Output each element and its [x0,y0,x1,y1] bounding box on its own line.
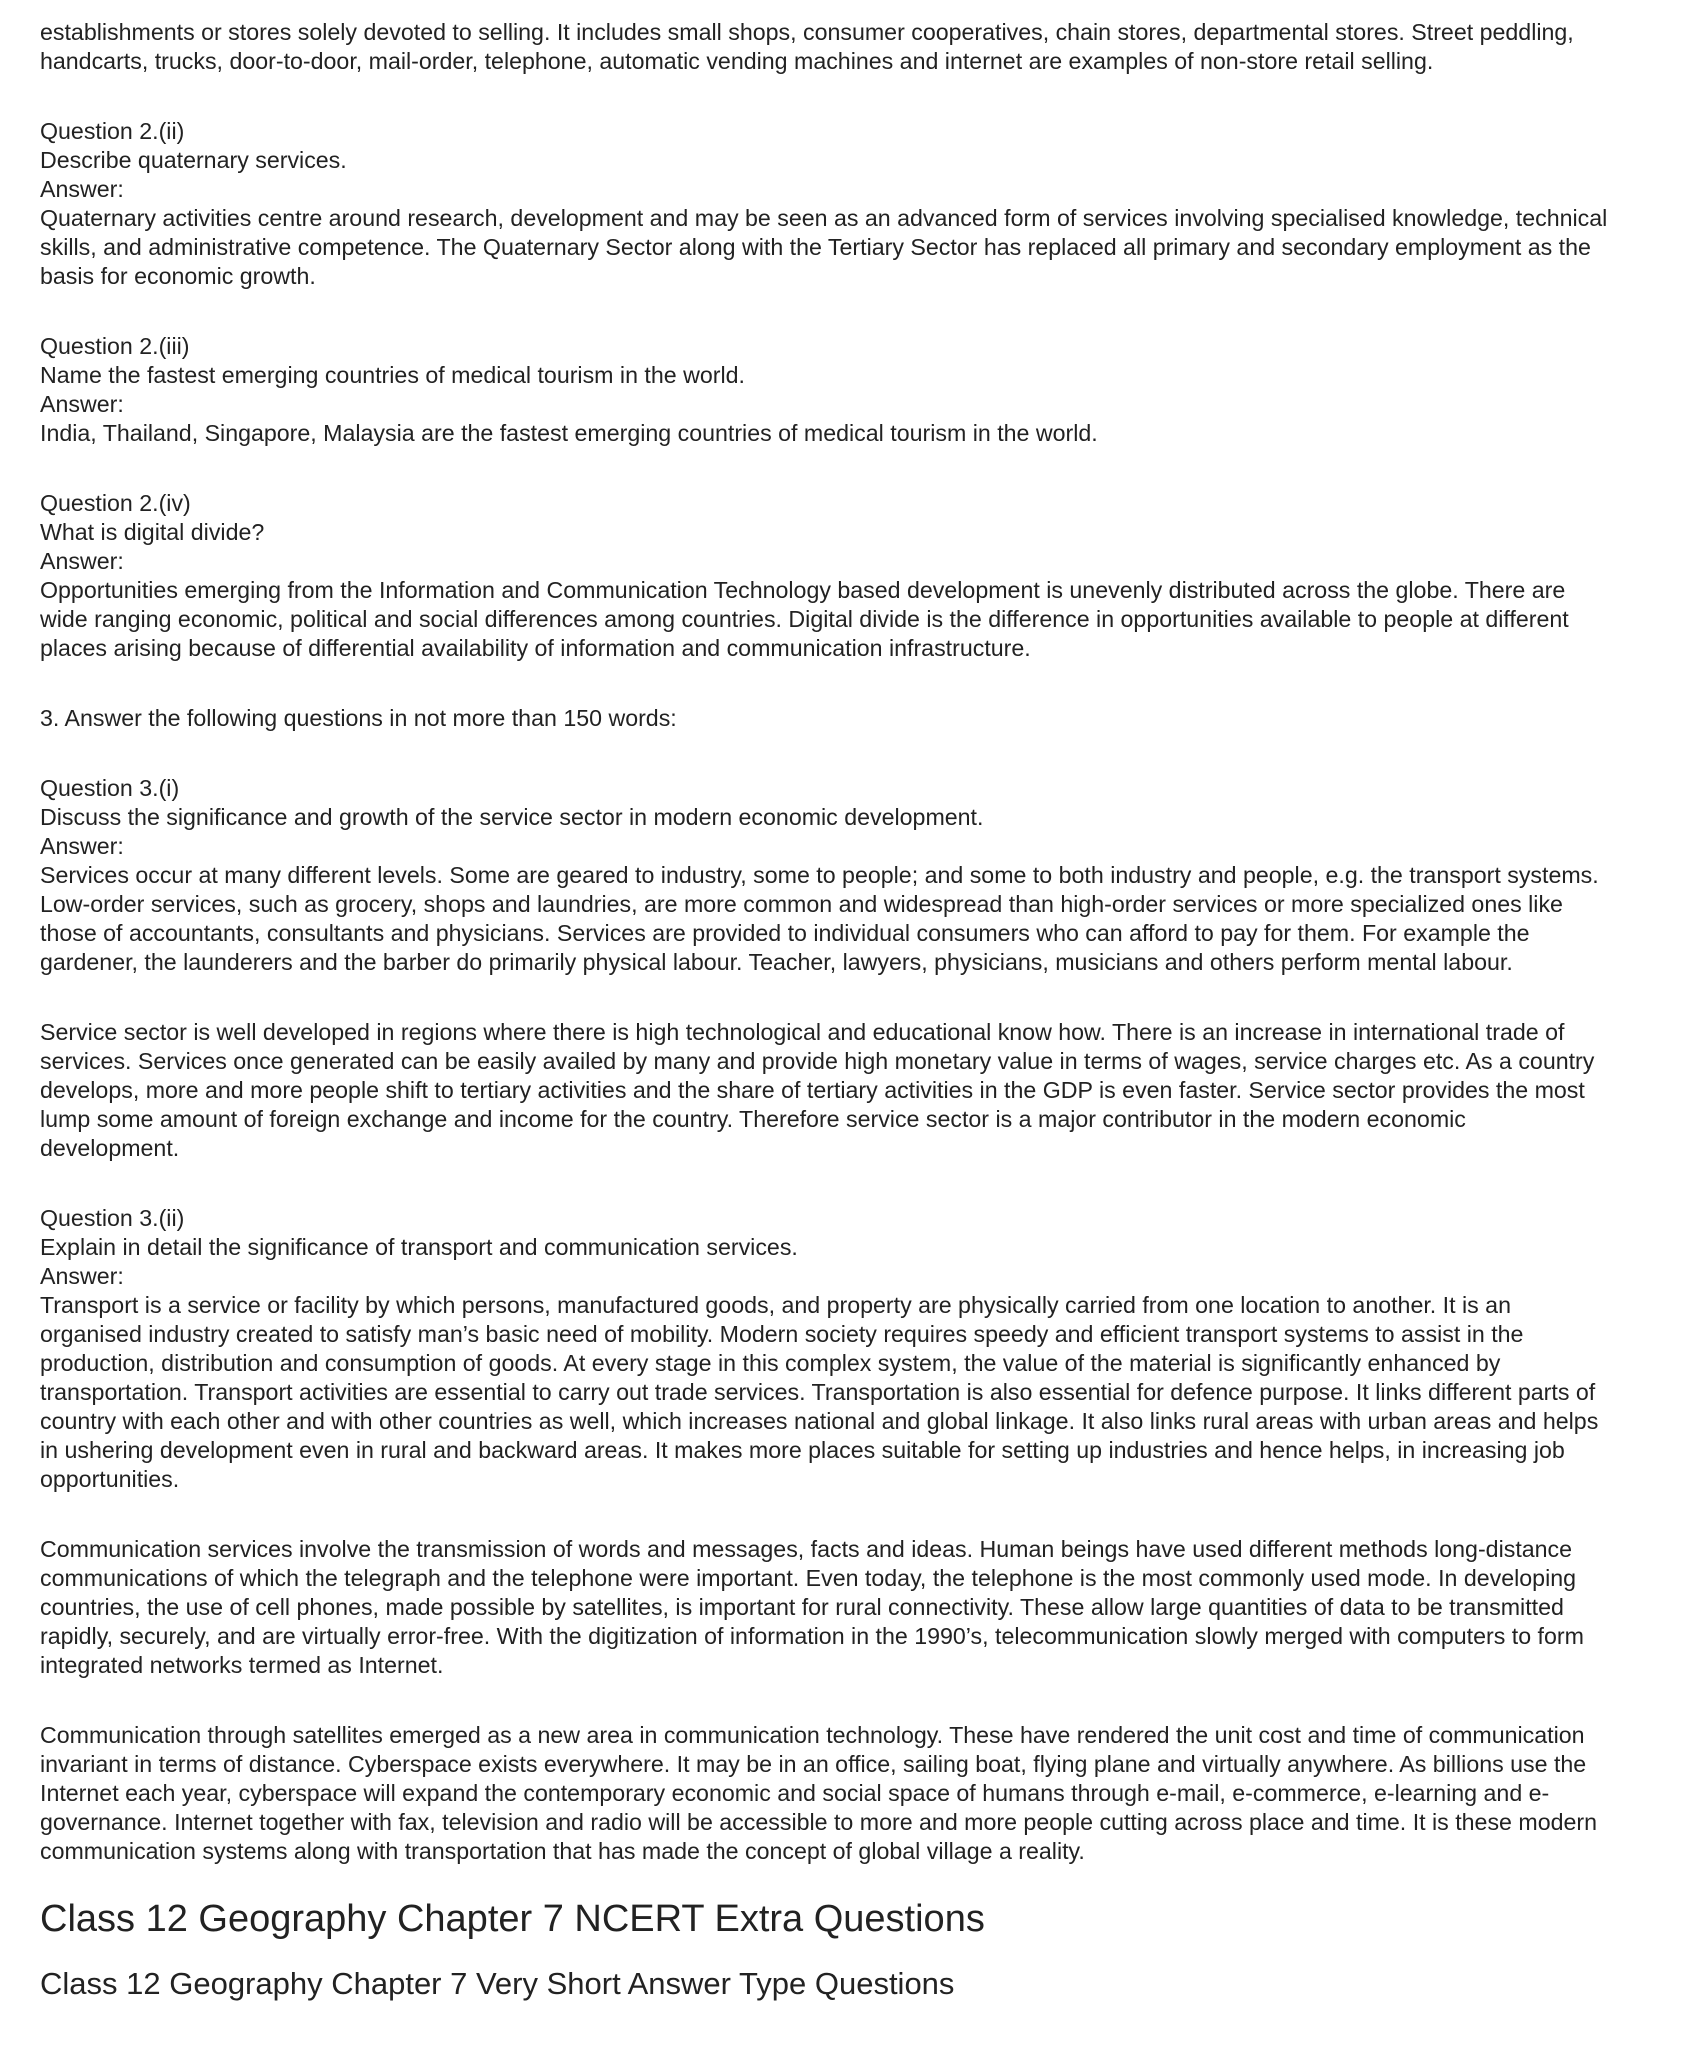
answer-continuation: Communication through satellites emerged as a new area in communication technology. These have rendered the unit cost and time of communication invariant in terms of distance. Cyberspace exists everywhere. It may be in an office, sailing boat, flying plane and virtually anywhere. As billions use the Internet each year, cyberspace will expand the contemporary economic and social space of humans through e-mail, e-commerce, e-learning and e-governance. Internet together with fax, television and radio will be accessible to more and more people cutting across place and time. It is these modern communication systems along with transportation that has made the concept of global village a reality. [40,1722,1597,1864]
answer-label: Answer: [40,176,124,202]
answer-label: Answer: [40,833,124,859]
question-2-iv [40,489,1610,663]
heading-extra-questions: Class 12 Geography Chapter 7 NCERT Extra Questions [40,1898,985,1940]
question-label: Question 2.(iv) [40,490,191,516]
answer-text: India, Thailand, Singapore, Malaysia are the fastest emerging countries of medical tourism in the world. [40,420,1098,446]
section-3-heading: 3. Answer the following questions in not more than 150 words: [40,705,677,731]
question-text: What is digital divide? [40,519,265,545]
question-text: Discuss the significance and growth of the service sector in modern economic development. [40,804,984,830]
answer-continuation: Communication services involve the transmission of words and messages, facts and ideas. Human beings have used different methods long-distance communications of which the telegraph and the telephone were important. Even today, the telephone is the most commonly used mode. In developing countries, the use of cell phones, made possible by satellites, is important for rural connectivity. These allow large quantities of data to be transmitted rapidly, securely, and are virtually error-free. With the digitization of information in the 1990’s, telecommunication slowly merged with computers to form integrated networks termed as Internet. [40,1536,1584,1678]
answer-label: Answer: [40,548,124,574]
intro-paragraph: establishments or stores solely devoted to selling. It includes small shops, consumer cooperatives, chain stores, departmental stores. Street peddling, handcarts, trucks, door-to-door, mail-order, telephone, automatic vending machines and internet are examples of non-store retail selling. [40,19,1574,74]
question-text: Describe quaternary services. [40,147,347,173]
question-label: Question 2.(iii) [40,333,190,359]
question-label: Question 2.(ii) [40,118,185,144]
answer-text: Transport is a service or facility by which persons, manufactured goods, and property are physically carried from one location to another. It is an organised industry created to satisfy man’s basic need of mobility. Modern society requires speedy and efficient transport systems to assist in the production, distribution and consumption of goods. At every stage in this complex system, the value of the material is significantly enhanced by transportation. Transport activities are essential to carry out trade services. Transportation is also essential for defence purpose. It links different parts of country with each other and with other countries as well, which increases national and global linkage. It also links rural areas with urban areas and helps in ushering development even in rural and backward areas. It makes more places suitable for setting up industries and hence helps, in increasing job opportunities. [40,1292,1599,1492]
question-text: Explain in detail the significance of transport and communication services. [40,1234,798,1260]
answer-label: Answer: [40,391,124,417]
question-label: Question 3.(i) [40,775,180,801]
answer-continuation: Service sector is well developed in regions where there is high technological and educational know how. There is an increase in international trade of services. Services once generated can be easily availed by many and provide high monetary value in terms of wages, service charges etc. As a country develops, more and more people shift to tertiary activities and the share of tertiary activities in the GDP is even faster. Service sector provides the most lump some amount of foreign exchange and income for the country. Therefore service sector is a major contributor in the modern economic development. [40,1019,1595,1161]
answer-label: Answer: [40,1263,124,1289]
question-label: Question 3.(ii) [40,1205,185,1231]
answer-text: Services occur at many different levels. Some are geared to industry, some to people; and some to both industry and people, e.g. the transport systems. Low-order services, such as grocery, shops and laundries, are more common and widespread than high-order services or more specialized ones like those of accountants, consultants and physicians. Services are provided to individual consumers who can afford to pay for them. For example the gardener, the launderers and the barber do primarily physical labour. Teacher, lawyers, physicians, musicians and others perform mental labour. [40,862,1599,975]
question-2-ii [40,117,1610,291]
question-text: Name the fastest emerging countries of medical tourism in the world. [40,362,745,388]
answer-text: Quaternary activities centre around research, development and may be seen as an advanced form of services involving specialised knowledge, technical skills, and administrative competence. The Quaternary Sector along with the Tertiary Sector has replaced all primary and secondary employment as the basis for economic growth. [40,205,1608,289]
heading-very-short-answer: Class 12 Geography Chapter 7 Very Short Answer Type Questions [40,1966,955,2001]
question-3-i [40,774,1610,977]
answer-text: Opportunities emerging from the Information and Communication Technology based development is unevenly distributed across the globe. There are wide ranging economic, political and social differences among countries. Digital divide is the difference in opportunities available to people at different places arising because of differential availability of information and communication infrastructure. [40,577,1569,661]
question-3-ii [40,1204,1610,1494]
question-2-iii [40,332,1610,448]
